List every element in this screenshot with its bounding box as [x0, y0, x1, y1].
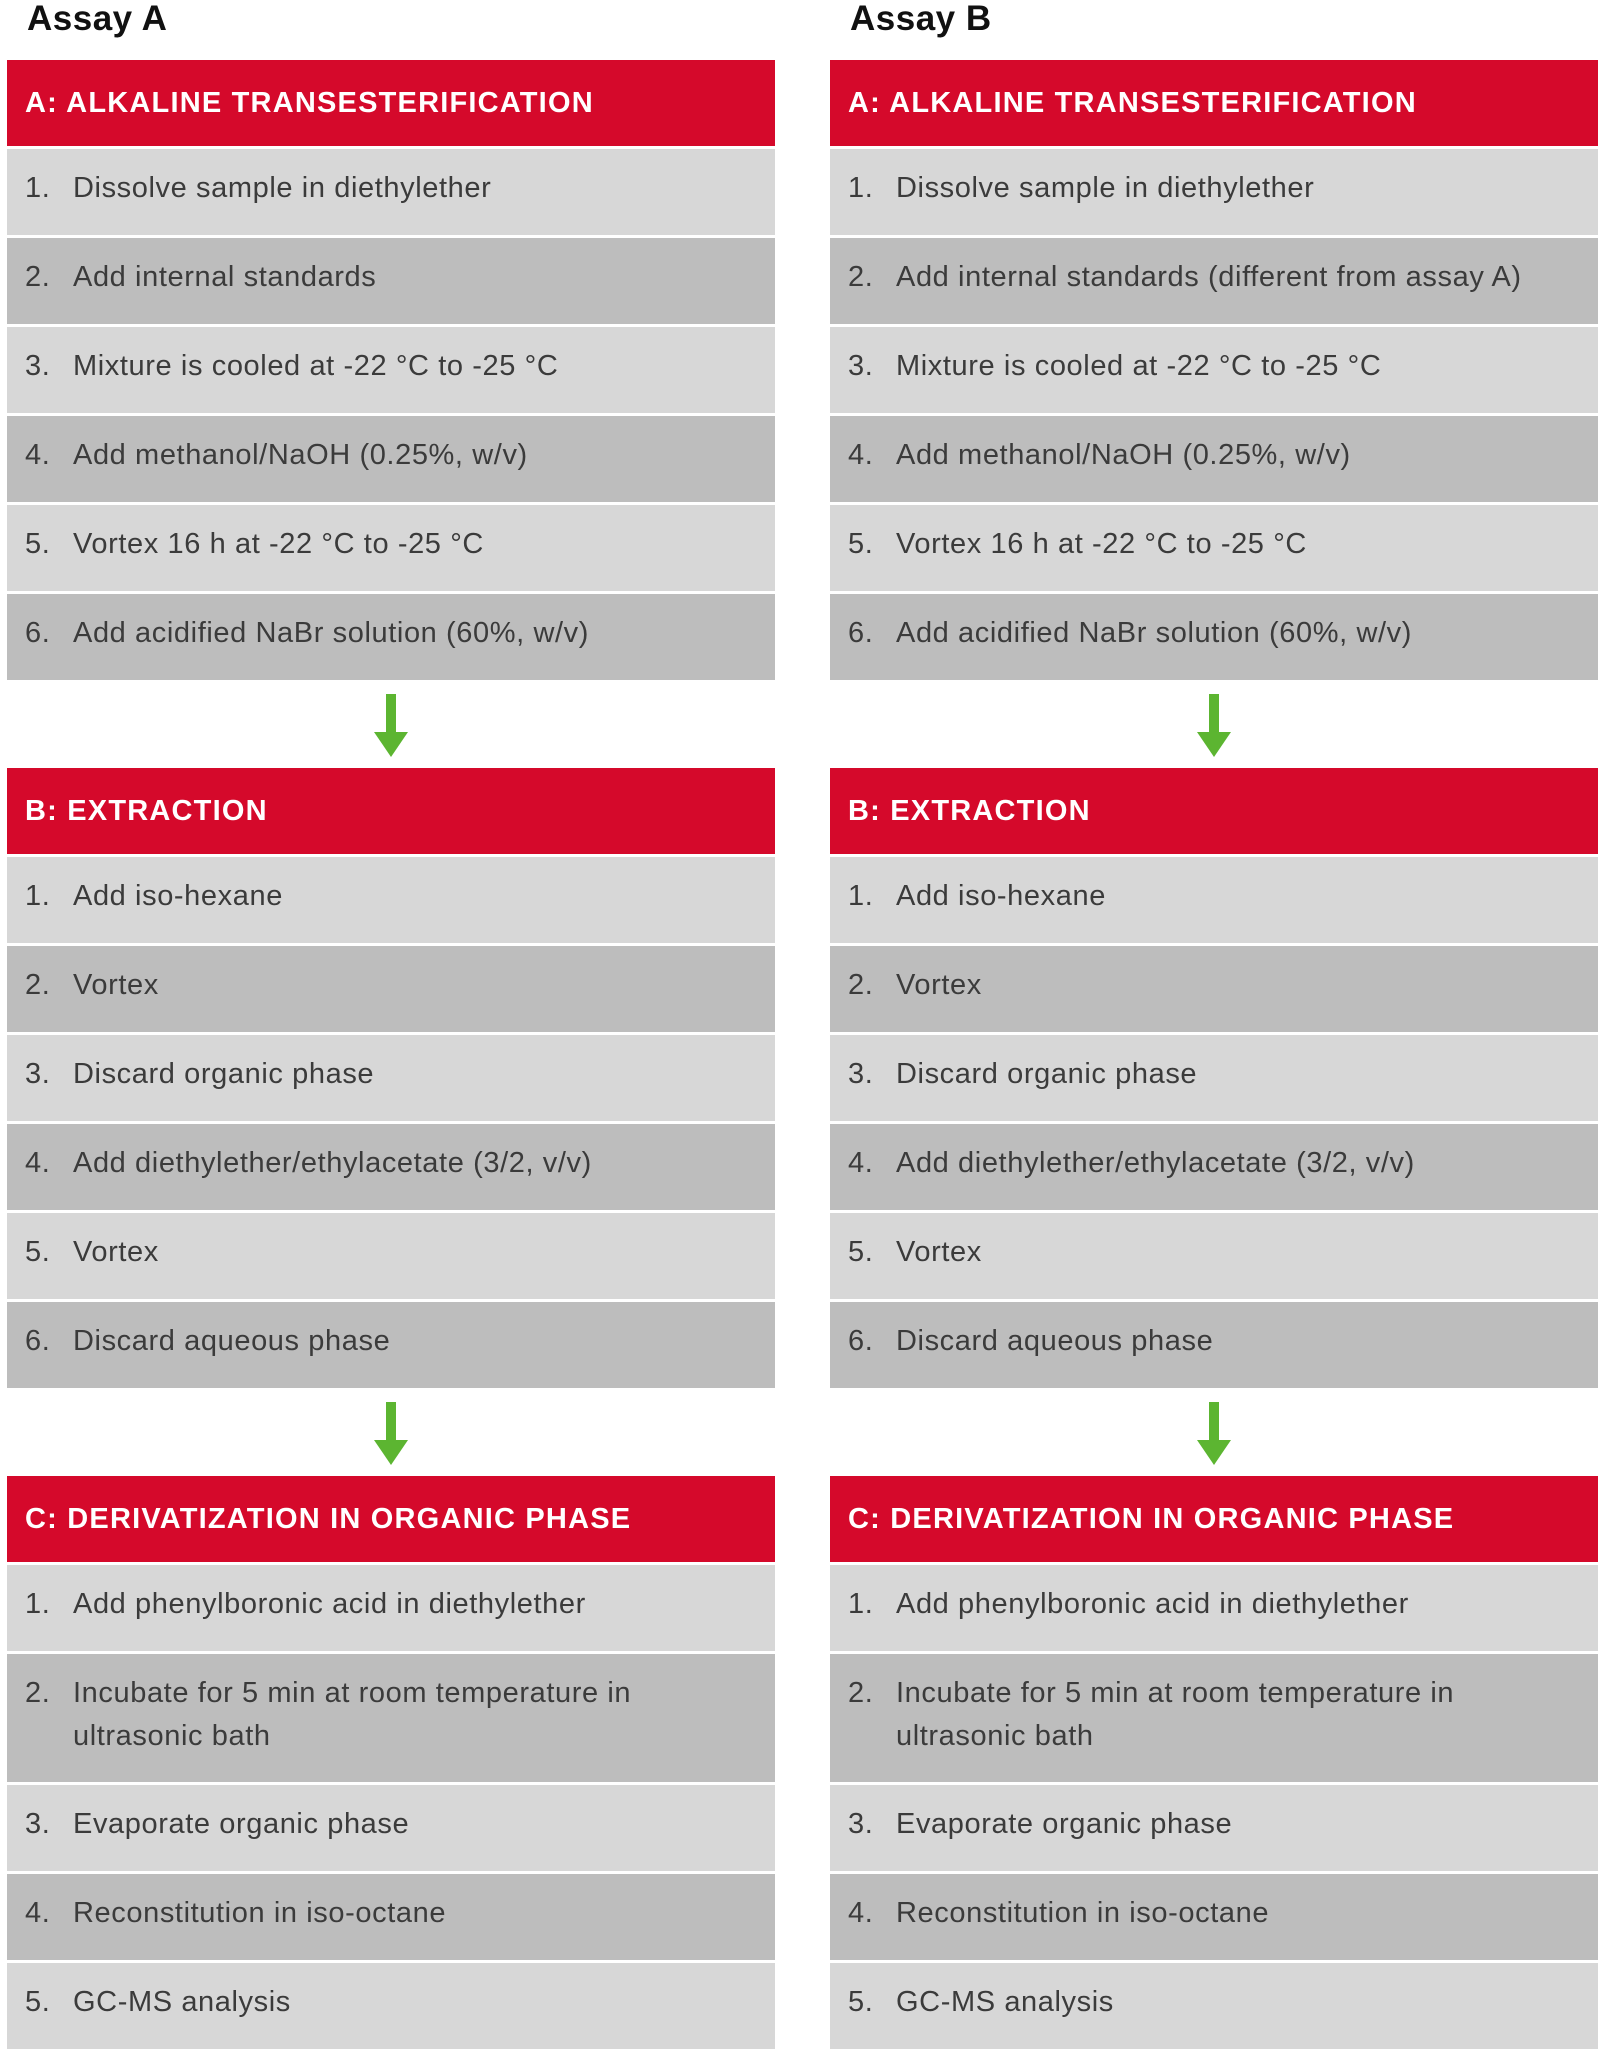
- step-text: Vortex: [896, 969, 982, 1001]
- step-row: [7, 1785, 775, 1871]
- step-row: [7, 1213, 775, 1299]
- step-number: 4.: [848, 1897, 874, 1929]
- step-text: Evaporate organic phase: [896, 1808, 1233, 1840]
- step-number: 5.: [25, 1236, 51, 1268]
- arrow-down-icon: [1197, 1402, 1231, 1466]
- assay-a-title: Assay A: [27, 0, 168, 38]
- assay-b-block-derivatization: [830, 1476, 1598, 2049]
- step-text: Discard aqueous phase: [73, 1325, 391, 1357]
- step-row: [830, 857, 1598, 943]
- step-row: [830, 1035, 1598, 1121]
- step-text: Evaporate organic phase: [73, 1808, 410, 1840]
- block-header: C: DERIVATIZATION IN ORGANIC PHASE: [7, 1476, 775, 1562]
- step-row: [830, 1302, 1598, 1388]
- step-row: [830, 1654, 1598, 1782]
- step-text: Incubate for 5 min at room temperature in ultrasonic bath: [73, 1677, 632, 1752]
- step-number: 2.: [848, 261, 874, 293]
- step-text: Vortex 16 h at -22 °C to -25 °C: [73, 528, 484, 560]
- step-row: [7, 1302, 775, 1388]
- step-number: 3.: [25, 350, 51, 382]
- step-number: 6.: [848, 1325, 874, 1357]
- step-row: [7, 238, 775, 324]
- step-row: [830, 1213, 1598, 1299]
- step-number: 1.: [25, 880, 51, 912]
- step-number: 1.: [25, 172, 51, 204]
- assay-a-block-derivatization: [7, 1476, 775, 2049]
- step-text: Mixture is cooled at -22 °C to -25 °C: [73, 350, 559, 382]
- step-text: Add internal standards (different from assay A): [896, 261, 1522, 293]
- block-header: B: EXTRACTION: [830, 768, 1598, 854]
- step-number: 1.: [848, 172, 874, 204]
- step-number: 5.: [25, 1986, 51, 2018]
- step-number: 4.: [848, 1147, 874, 1179]
- block-header: A: ALKALINE TRANSESTERIFICATION: [7, 60, 775, 146]
- step-text: Add diethylether/ethylacetate (3/2, v/v): [896, 1147, 1415, 1179]
- step-number: 4.: [25, 439, 51, 471]
- step-row: [7, 857, 775, 943]
- step-text: Add acidified NaBr solution (60%, w/v): [73, 617, 590, 649]
- step-number: 6.: [25, 1325, 51, 1357]
- flow-arrow: [830, 680, 1598, 768]
- flow-arrow: [7, 680, 775, 768]
- step-number: 3.: [848, 1058, 874, 1090]
- flow-arrow: [7, 1388, 775, 1476]
- step-row: [830, 149, 1598, 235]
- step-number: 3.: [25, 1058, 51, 1090]
- step-number: 5.: [25, 528, 51, 560]
- step-text: Discard aqueous phase: [896, 1325, 1214, 1357]
- step-text: Incubate for 5 min at room temperature in ultrasonic bath: [896, 1677, 1455, 1752]
- step-number: 4.: [25, 1147, 51, 1179]
- step-text: Vortex: [73, 1236, 159, 1268]
- step-row: [830, 1963, 1598, 2049]
- step-text: Add phenylboronic acid in diethylether: [896, 1588, 1409, 1620]
- step-text: Reconstitution in iso-octane: [896, 1897, 1270, 1929]
- step-number: 3.: [848, 350, 874, 382]
- step-number: 2.: [25, 969, 51, 1001]
- arrow-down-icon: [374, 1402, 408, 1466]
- step-text: Add iso-hexane: [896, 880, 1106, 912]
- assay-b-block-extraction: [830, 768, 1598, 1388]
- step-text: GC-MS analysis: [73, 1986, 291, 2018]
- step-text: Add diethylether/ethylacetate (3/2, v/v): [73, 1147, 592, 1179]
- step-row: [7, 505, 775, 591]
- step-text: Add acidified NaBr solution (60%, w/v): [896, 617, 1413, 649]
- step-row: [830, 1124, 1598, 1210]
- step-row: [7, 1654, 775, 1782]
- step-row: [830, 946, 1598, 1032]
- step-text: Vortex: [896, 1236, 982, 1268]
- step-text: Add internal standards: [73, 261, 377, 293]
- step-text: Reconstitution in iso-octane: [73, 1897, 447, 1929]
- step-number: 2.: [25, 1677, 51, 1709]
- step-row: [7, 149, 775, 235]
- assay-b-title: Assay B: [850, 0, 992, 38]
- assay-a-block-transesterification: [7, 60, 775, 680]
- step-number: 5.: [848, 1236, 874, 1268]
- step-number: 2.: [848, 1677, 874, 1709]
- step-row: [7, 1565, 775, 1651]
- step-row: [7, 1035, 775, 1121]
- step-row: [830, 594, 1598, 680]
- step-row: [7, 327, 775, 413]
- step-number: 4.: [25, 1897, 51, 1929]
- assay-a-block-extraction: [7, 768, 775, 1388]
- step-text: Add methanol/NaOH (0.25%, w/v): [73, 439, 528, 471]
- step-number: 3.: [25, 1808, 51, 1840]
- step-row: [7, 1963, 775, 2049]
- step-row: [830, 327, 1598, 413]
- step-row: [830, 416, 1598, 502]
- step-text: Mixture is cooled at -22 °C to -25 °C: [896, 350, 1382, 382]
- step-text: Add methanol/NaOH (0.25%, w/v): [896, 439, 1351, 471]
- step-text: GC-MS analysis: [896, 1986, 1114, 2018]
- step-number: 3.: [848, 1808, 874, 1840]
- block-header: A: ALKALINE TRANSESTERIFICATION: [830, 60, 1598, 146]
- step-number: 6.: [848, 617, 874, 649]
- step-row: [7, 946, 775, 1032]
- step-text: Vortex: [73, 969, 159, 1001]
- step-row: [830, 1785, 1598, 1871]
- step-row: [830, 238, 1598, 324]
- arrow-down-icon: [1197, 694, 1231, 758]
- block-header: C: DERIVATIZATION IN ORGANIC PHASE: [830, 1476, 1598, 1562]
- step-row: [7, 1874, 775, 1960]
- step-number: 2.: [848, 969, 874, 1001]
- step-text: Add phenylboronic acid in diethylether: [73, 1588, 586, 1620]
- step-row: [7, 1124, 775, 1210]
- step-number: 5.: [848, 1986, 874, 2018]
- assay-a-column: [7, 0, 775, 2049]
- step-text: Dissolve sample in diethylether: [896, 172, 1315, 204]
- step-text: Discard organic phase: [73, 1058, 375, 1090]
- step-row: [7, 416, 775, 502]
- step-number: 5.: [848, 528, 874, 560]
- step-number: 1.: [848, 880, 874, 912]
- step-row: [830, 505, 1598, 591]
- step-number: 2.: [25, 261, 51, 293]
- step-number: 4.: [848, 439, 874, 471]
- step-number: 6.: [25, 617, 51, 649]
- flow-arrow: [830, 1388, 1598, 1476]
- step-number: 1.: [848, 1588, 874, 1620]
- step-text: Discard organic phase: [896, 1058, 1198, 1090]
- step-number: 1.: [25, 1588, 51, 1620]
- step-text: Dissolve sample in diethylether: [73, 172, 492, 204]
- step-text: Add iso-hexane: [73, 880, 283, 912]
- arrow-down-icon: [374, 694, 408, 758]
- step-row: [7, 594, 775, 680]
- assay-b-column: [830, 0, 1598, 2049]
- assay-b-block-transesterification: [830, 60, 1598, 680]
- step-row: [830, 1565, 1598, 1651]
- step-text: Vortex 16 h at -22 °C to -25 °C: [896, 528, 1307, 560]
- block-header: B: EXTRACTION: [7, 768, 775, 854]
- step-row: [830, 1874, 1598, 1960]
